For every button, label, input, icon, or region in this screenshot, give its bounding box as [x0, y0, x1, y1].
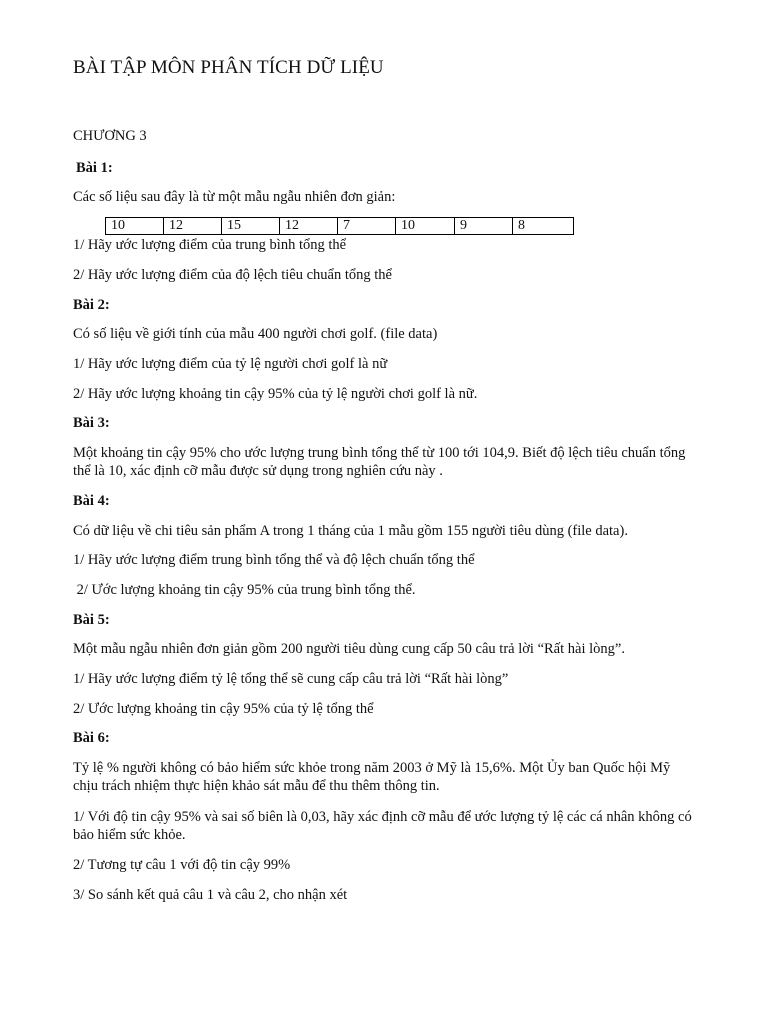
table-cell: 12	[164, 218, 222, 235]
table-row	[106, 218, 574, 235]
bai1-question-1: 1/ Hãy ước lượng điểm của trung bình tổng thể	[73, 237, 347, 253]
table-cell: 9	[455, 218, 513, 235]
table-cell: 10	[106, 218, 164, 235]
bai6-intro: Tỷ lệ % người không có bảo hiểm sức khỏe trong năm 2003 ở Mỹ là 15,6%. Một Ủy ban Quốc hội Mỹ chịu trách nhiệm thực hiện khảo sát mẫu để thu thêm thông tin.	[73, 760, 671, 794]
bai3-text: Một khoảng tin cậy 95% cho ước lượng trung bình tổng thể từ 100 tới 104,9. Biết độ lệch tiêu chuẩn tổng thể là 10, xác định cỡ mẫu được sử dụng trong nghiên cứu này .	[73, 445, 686, 479]
bai1-question-2: 2/ Hãy ước lượng điểm của độ lệch tiêu chuẩn tổng thể	[73, 267, 392, 283]
bai5-question-1: 1/ Hãy ước lượng điểm tỷ lệ tổng thể sẽ cung cấp câu trả lời “Rất hài lòng”	[73, 671, 509, 687]
sample-data-table	[105, 217, 574, 235]
bai1-intro: Các số liệu sau đây là từ một mẫu ngẫu nhiên đơn giản:	[73, 189, 396, 205]
bai2-question-1: 1/ Hãy ước lượng điểm của tỷ lệ người chơi golf là nữ	[73, 356, 388, 372]
bai2-heading: Bài 2:	[73, 297, 110, 313]
bai5-intro: Một mẫu ngẫu nhiên đơn giản gồm 200 người tiêu dùng cung cấp 50 câu trả lời “Rất hài lòng”.	[73, 641, 625, 657]
bai6-question-2: 2/ Tương tự câu 1 với độ tin cậy 99%	[73, 857, 291, 873]
bai2-question-2: 2/ Hãy ước lượng khoảng tin cậy 95% của tỷ lệ người chơi golf là nữ.	[73, 386, 478, 402]
table-cell: 8	[513, 218, 574, 235]
bai2-intro: Có số liệu về giới tính của mẫu 400 người chơi golf. (file data)	[73, 326, 438, 342]
bai4-intro: Có dữ liệu về chi tiêu sản phẩm A trong 1 tháng của 1 mẫu gồm 155 người tiêu dùng (file data).	[73, 523, 628, 539]
bai4-question-1: 1/ Hãy ước lượng điểm trung bình tổng thể và độ lệch chuẩn tổng thể	[73, 552, 475, 568]
table-cell: 10	[396, 218, 455, 235]
bai4-heading: Bài 4:	[73, 493, 110, 509]
chapter-heading: CHƯƠNG 3	[73, 128, 147, 144]
bai4-question-2: 2/ Ước lượng khoảng tin cậy 95% của trung bình tổng thể.	[73, 582, 416, 598]
bai6-heading: Bài 6:	[73, 730, 110, 746]
document-title: BÀI TẬP MÔN PHÂN TÍCH DỮ LIỆU	[73, 57, 384, 78]
bai5-heading: Bài 5:	[73, 612, 110, 628]
bai6-question-3: 3/ So sánh kết quả câu 1 và câu 2, cho nhận xét	[73, 887, 348, 903]
bai1-heading: Bài 1:	[76, 160, 113, 176]
table-cell: 7	[338, 218, 396, 235]
table-cell: 12	[280, 218, 338, 235]
bai5-question-2: 2/ Ước lượng khoảng tin cậy 95% của tỷ lệ tổng thể	[73, 701, 374, 717]
bai3-heading: Bài 3:	[73, 415, 110, 431]
table-cell: 15	[222, 218, 280, 235]
bai6-question-1: 1/ Với độ tin cậy 95% và sai số biên là 0,03, hãy xác định cỡ mẫu để ước lượng tỷ lệ các cá nhân không có bảo hiểm sức khỏe.	[73, 809, 692, 843]
